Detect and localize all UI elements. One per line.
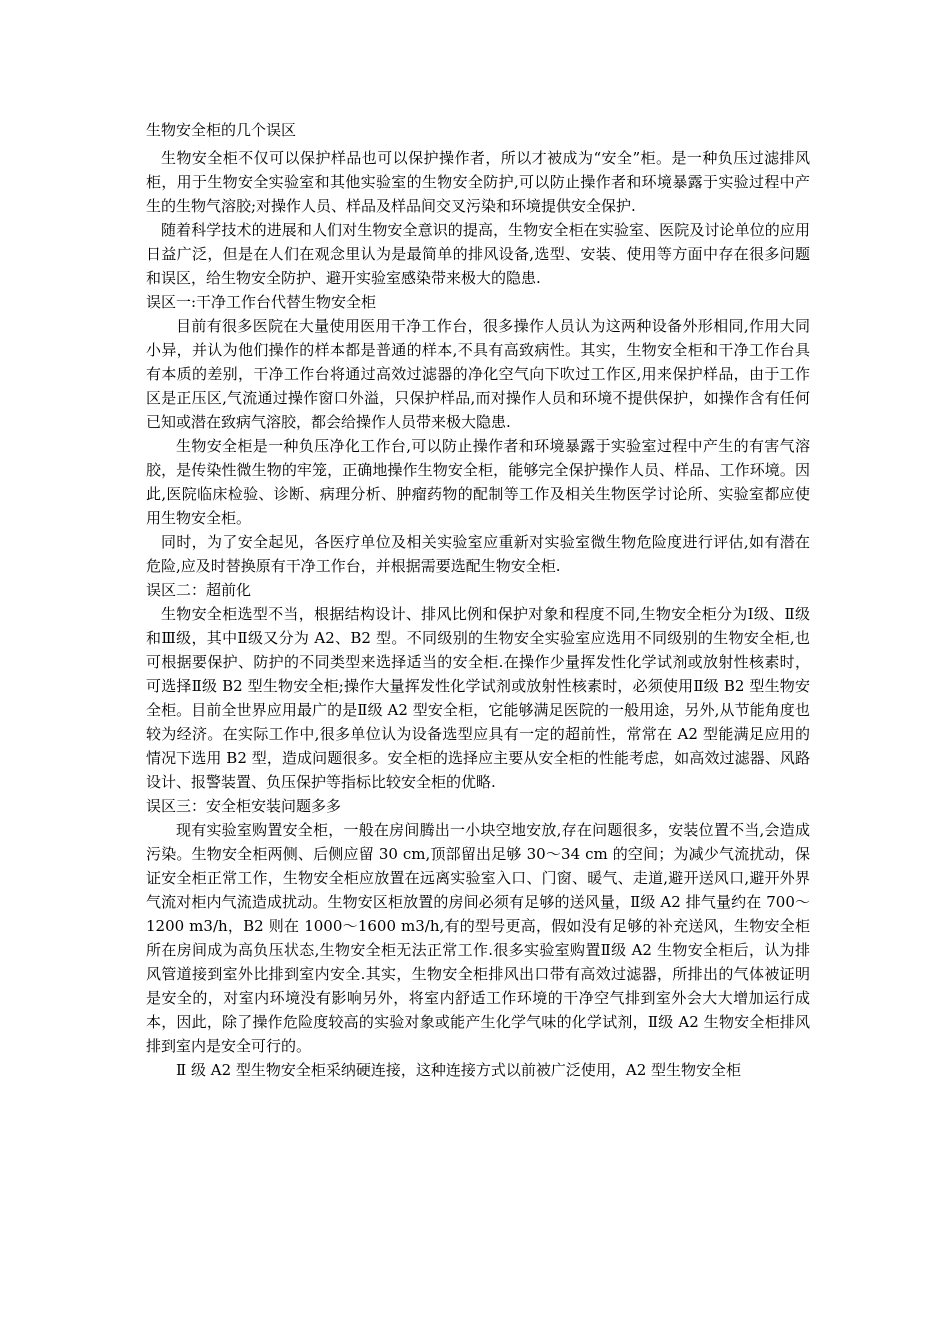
intro-paragraph-1: 生物安全柜不仅可以保护样品也可以保护操作者，所以才被成为“安全”柜。是一种负压过滤排风柜，用于生物安全实验室和其他实验室的生物安全防护,可以防止操作者和环境暴露于实验过程中产生的生物气溶胶;对操作人员、样品及样品间交叉污染和环境提供安全保护.: [146, 149, 810, 215]
section-2-heading: 误区二：超前化: [146, 581, 252, 599]
section-1-paragraph-3: 同时，为了安全起见，各医疗单位及相关实验室应重新对实验室微生物危险度进行评估,如有潜在危险,应及时替换原有干净工作台，并根据需要选配生物安全柜.: [146, 533, 810, 575]
document-page: [146, 118, 810, 1082]
section-2-paragraph-1: 生物安全柜选型不当，根据结构设计、排风比例和保护对象和程度不同,生物安全柜分为Ⅰ级、Ⅱ级和Ⅲ级，其中Ⅱ级又分为 A2、B2 型。不同级别的生物安全实验室应选用不同级别的生物安全柜,也可根据要保护、防护的不同类型来选择适当的安全柜.在操作少量挥发性化学试剂或放射性核素时，可选择Ⅱ级 B2 型生物安全柜;操作大量挥发性化学试剂或放射性核素时，必须使用Ⅱ级 B2 型生物安全柜。目前全世界应用最广的是Ⅱ级 A2 型安全柜，它能够满足医院的一般用途，另外,从节能角度也较为经济。在实际工作中,很多单位认为设备选型应具有一定的超前性，常常在 A2 型能满足应用的情况下选用 B2 型，造成问题很多。安全柜的选择应主要从安全柜的性能考虑，如高效过滤器、风路设计、报警装置、负压保护等指标比较安全柜的优略.: [146, 605, 810, 791]
document-title: 生物安全柜的几个误区: [146, 121, 297, 139]
section-3-heading: 误区三：安全柜安装问题多多: [146, 797, 342, 815]
section-1-paragraph-1: 目前有很多医院在大量使用医用干净工作台，很多操作人员认为这两种设备外形相同,作用大同小异，并认为他们操作的样本都是普通的样本,不具有高致病性。其实，生物安全柜和干净工作台具有本质的差别，干净工作台将通过高效过滤器的净化空气向下吹过工作区,用来保护样品，由于工作区是正压区,气流通过操作窗口外溢，只保护样品,而对操作人员和环境不提供保护，如操作含有任何已知或潜在致病气溶胶，都会给操作人员带来极大隐患.: [146, 317, 810, 431]
section-1-paragraph-2: 生物安全柜是一种负压净化工作台,可以防止操作者和环境暴露于实验室过程中产生的有害气溶胶，是传染性微生物的牢笼，正确地操作生物安全柜，能够完全保护操作人员、样品、工作环境。因此,医院临床检验、诊断、病理分析、肿瘤药物的配制等工作及相关生物医学讨论所、实验室都应使用生物安全柜。: [146, 437, 810, 527]
section-3-paragraph-1: 现有实验室购置安全柜，一般在房间腾出一小块空地安放,存在问题很多，安装位置不当,会造成污染。生物安全柜两侧、后侧应留 30 cm,顶部留出足够 30～34 cm 的空间；为减少气流扰动，保证安全柜正常工作，生物安全柜应放置在远离实验室入口、门窗、暖气、走道,避开送风口,避开外界气流对柜内气流造成扰动。生物安区柜放置的房间必须有足够的送风量，Ⅱ级 A2 排气量约在 700～1200 m3/h，B2 则在 1000～1600 m3/h,有的型号更高，假如没有足够的补充送风，生物安全柜所在房间成为高负压状态,生物安全柜无法正常工作.很多实验室购置Ⅱ级 A2 生物安全柜后，认为排风管道接到室外比排到室内安全.其实，生物安全柜排风出口带有高效过滤器，所排出的气体被证明是安全的，对室内环境没有影响另外，将室内舒适工作环境的干净空气排到室外会大大增加运行成本，因此，除了操作危险度较高的实验对象或能产生化学气味的化学试剂，Ⅱ级 A2 生物安全柜排风排到室内是安全可行的。: [146, 821, 810, 1055]
section-1-heading: 误区一:干净工作台代替生物安全柜: [146, 293, 377, 311]
intro-paragraph-2: 随着科学技术的进展和人们对生物安全意识的提高，生物安全柜在实验室、医院及讨论单位的应用日益广泛，但是在人们在观念里认为是最简单的排风设备,选型、安装、使用等方面中存在很多问题和误区，给生物安全防护、避开实验室感染带来极大的隐患.: [146, 221, 810, 287]
section-3-paragraph-2: Ⅱ 级 A2 型生物安全柜采纳硬连接，这种连接方式以前被广泛使用，A2 型生物安全柜: [176, 1061, 742, 1079]
